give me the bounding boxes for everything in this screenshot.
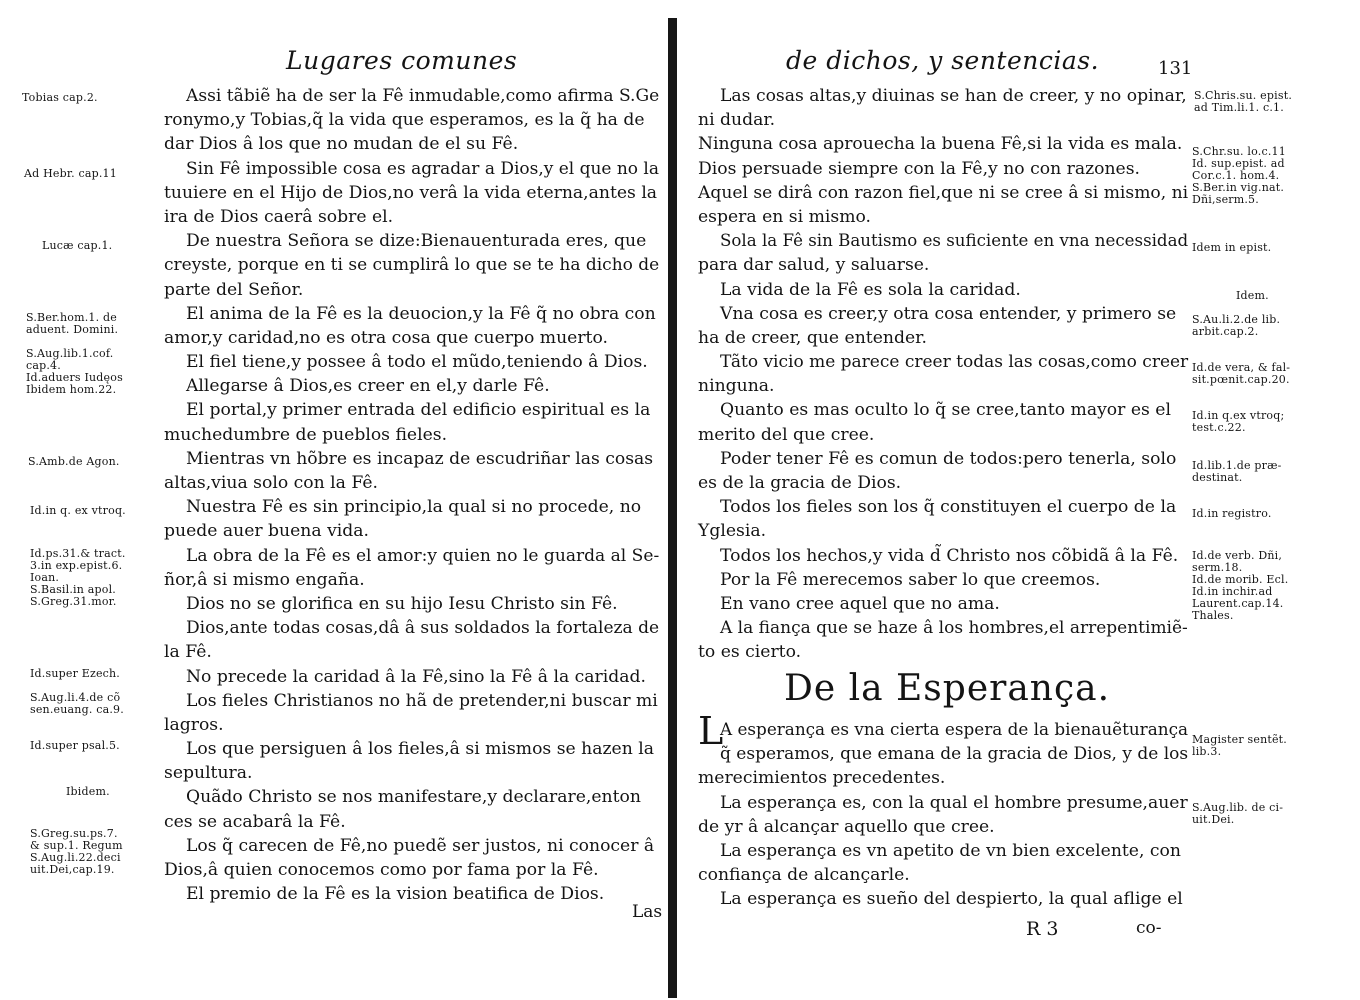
margin-note-line: Tobias cap.2. xyxy=(22,91,98,104)
text-line: Aquel se dirâ con razon fiel,que ni se cree â si mismo, ni xyxy=(698,182,1189,203)
text-line: Vna cosa es creer,y otra cosa entender, y primero se xyxy=(720,303,1177,324)
text-line: amor,y caridad,no es otra cosa que cuerpo muerto. xyxy=(164,327,608,348)
text-line: Ninguna cosa aprouecha la buena Fê,si la vida es mala. xyxy=(698,134,1183,155)
text-line: merito del que cree. xyxy=(698,424,875,445)
margin-note-line: 3.in exp.epist.6. xyxy=(30,559,123,572)
margin-note-line: Ad Hebr. cap.11 xyxy=(24,167,117,180)
margin-note-line: Idem in epist. xyxy=(1192,241,1272,254)
margin-note-line: S.Amb.de Agon. xyxy=(28,455,120,468)
margin-note-line: S.Ber.in vig.nat. xyxy=(1192,181,1285,194)
margin-note-line: Id.in inchir.ad xyxy=(1192,585,1273,598)
text-line: Sola la Fê sin Bautismo es suficiente en vna necessidad xyxy=(720,231,1189,252)
margin-note-line: S.Aug.li.4.de cõ xyxy=(30,691,121,704)
text-line: Quãdo Christo se nos manifestare,y declarare,enton xyxy=(186,787,641,808)
text-line: Poder tener Fê es comun de todos:pero tenerla, solo xyxy=(720,448,1177,469)
margin-note xyxy=(30,548,126,608)
text-line: El anima de la Fê es la deuocion,y la Fê q̃ no obra con xyxy=(186,303,656,324)
text-line: ñor,â si mismo engaña. xyxy=(164,569,365,590)
margin-note-line: Dñi,serm.5. xyxy=(1192,193,1259,206)
text-line: ira de Dios caerâ sobre el. xyxy=(164,206,394,227)
text-line: ces se acabarâ la Fê. xyxy=(164,811,346,832)
right-catchword: co- xyxy=(1136,918,1162,938)
text-line: Dios no se glorifica en su hijo Iesu Christo sin Fê. xyxy=(186,593,618,614)
text-line: Nuestra Fê es sin principio,la qual si no procede, no xyxy=(186,497,642,518)
right-page xyxy=(680,0,1360,1000)
margin-note xyxy=(30,740,120,752)
margin-note xyxy=(1192,734,1287,758)
margin-note-line: Id.in registro. xyxy=(1192,507,1272,520)
margin-note-line: Id.de morib. Ecl. xyxy=(1192,573,1289,586)
drop-cap: L xyxy=(698,709,724,753)
text-line: puede auer buena vida. xyxy=(164,521,369,542)
margin-note-line: S.Basil.in apol. xyxy=(30,583,116,596)
margin-note-line: Lucæ cap.1. xyxy=(42,239,113,252)
text-line: Dios persuade siempre con la Fê,y no con razones. xyxy=(698,158,1140,179)
text-line: q̃ esperamos, que emana de la gracia de Dios, y de los xyxy=(720,744,1189,765)
left-body-text xyxy=(164,84,665,906)
text-line: ronymo,y Tobias,q̃ la vida que esperamos, es la q̃ ha de xyxy=(164,110,645,131)
left-running-header: Lugares comunes xyxy=(286,46,518,75)
margin-note-line: Idem. xyxy=(1236,289,1269,302)
margin-note-line: Id.ps.31.& tract. xyxy=(30,547,126,560)
text-line: de yr â alcançar aquello que cree. xyxy=(698,816,995,837)
margin-note xyxy=(24,168,117,180)
text-line: Allegarse â Dios,es creer en el,y darle Fê. xyxy=(186,376,550,397)
margin-note xyxy=(66,786,110,798)
margin-note-line: Id.super psal.5. xyxy=(30,739,120,752)
text-line: El premio de la Fê es la vision beatifica de Dios. xyxy=(186,884,605,905)
text-line: A la fiança que se haze â los hombres,el arrepentimiẽ- xyxy=(720,618,1188,639)
margin-note-line: Id.aduers Iudęos xyxy=(26,371,123,384)
margin-note xyxy=(1192,242,1271,254)
page-number: 131 xyxy=(1158,58,1193,79)
margin-note-line: S.Aug.lib. de ci- xyxy=(1192,801,1284,814)
text-line: ninguna. xyxy=(698,376,775,397)
margin-note xyxy=(1236,290,1269,302)
margin-note xyxy=(1192,550,1288,622)
text-line: ha de creer, que entender. xyxy=(698,327,927,348)
text-line: Sin Fê impossible cosa es agradar a Dios,y el que no la xyxy=(186,158,659,179)
right-body-text xyxy=(698,84,1204,665)
text-line: Por la Fê merecemos saber lo que creemos. xyxy=(720,569,1101,590)
margin-note-line: destinat. xyxy=(1192,471,1243,484)
text-line: merecimientos precedentes. xyxy=(698,768,946,789)
section-title: De la Esperança. xyxy=(784,668,1111,709)
margin-note xyxy=(1192,314,1280,338)
margin-note-line: sit.pœnit.cap.20. xyxy=(1192,373,1290,386)
margin-note-line: Id.super Ezech. xyxy=(30,667,120,680)
text-line: Quanto es mas oculto lo q̃ se cree,tanto mayor es el xyxy=(720,400,1171,421)
margin-note-line: Cor.c.1. hom.4. xyxy=(1192,169,1280,182)
text-line: El portal,y primer entrada del edificio espiritual es la xyxy=(186,400,651,421)
text-line: De nuestra Señora se dize:Bienauenturada eres, que xyxy=(186,231,647,252)
text-line: En vano cree aquel que no ama. xyxy=(720,593,1000,614)
text-line: creyste, porque en ti se cumplirâ lo que se te ha dicho de xyxy=(164,255,660,276)
margin-note-line: serm.18. xyxy=(1192,561,1243,574)
text-line: Mientras vn hõbre es incapaz de escudriñar las cosas xyxy=(186,448,654,469)
margin-note xyxy=(1192,146,1286,206)
text-line: Los que persiguen â los fieles,â si mismos se hazen la xyxy=(186,739,654,760)
text-line: La obra de la Fê es el amor:y quien no le guarda al Se- xyxy=(186,545,660,566)
margin-note-line: Ibidem hom.22. xyxy=(26,383,117,396)
margin-note xyxy=(26,348,123,396)
text-line: El fiel tiene,y possee â todo el mũdo,teniendo â Dios. xyxy=(186,352,648,373)
text-line: sepultura. xyxy=(164,763,253,784)
margin-note-line: sen.euang. ca.9. xyxy=(30,703,124,716)
margin-note xyxy=(42,240,112,252)
margin-note-line: Magister sentẽt. xyxy=(1192,733,1287,746)
text-line: A esperança es vna cierta espera de la bienauẽturança xyxy=(720,720,1189,740)
margin-note-line: S.Chr.su. lo.c.11 xyxy=(1192,145,1286,158)
text-line: Assi tãbiẽ ha de ser la Fê inmudable,como afirma S.Ge xyxy=(186,86,660,106)
text-line: para dar salud, y saluarse. xyxy=(698,255,930,276)
text-line: parte del Señor. xyxy=(164,279,304,300)
right-body-text-esperanza xyxy=(698,718,1199,912)
margin-note xyxy=(30,828,123,876)
margin-note-line: S.Au.li.2.de lib. xyxy=(1192,313,1281,326)
text-line: Dios,ante todas cosas,dâ â sus soldados la fortaleza de xyxy=(186,618,660,639)
margin-note xyxy=(1192,802,1283,826)
text-line: Dios,â quien conocemos como por fama por la Fê. xyxy=(164,860,599,880)
margin-note-line: Id.in q.ex vtroq; xyxy=(1192,409,1285,422)
margin-note-line: Ibidem. xyxy=(66,785,110,798)
margin-note-line: Id.de vera, & fal- xyxy=(1192,361,1291,374)
text-line: tuuiere en el Hijo de Dios,no verâ la vida eterna,antes la xyxy=(164,182,658,203)
margin-note-line: Laurent.cap.14. xyxy=(1192,597,1284,610)
margin-note-line: S.Ber.hom.1. de xyxy=(26,311,117,324)
margin-note-line: lib.3. xyxy=(1192,745,1222,758)
margin-note-line: arbit.cap.2. xyxy=(1192,325,1259,338)
book-gutter xyxy=(668,18,677,998)
text-line: dar Dios â los que no mudan de el su Fê. xyxy=(164,134,519,155)
margin-note-line: test.c.22. xyxy=(1192,421,1246,434)
margin-note-line: S.Greg.31.mor. xyxy=(30,595,117,608)
text-line: La esperança es, con la qual el hombre presume,auer xyxy=(720,792,1188,813)
text-line: Las cosas altas,y diuinas se han de creer, y no opinar, xyxy=(720,86,1187,106)
margin-note xyxy=(1192,460,1282,484)
margin-note-line: Ioan. xyxy=(30,571,60,584)
text-line: La esperança es vn apetito de vn bien excelente, con xyxy=(720,840,1181,861)
margin-note-line: S.Chris.su. epist. xyxy=(1194,89,1293,102)
margin-note xyxy=(1192,508,1272,520)
margin-note-line: Id.in q. ex vtroq. xyxy=(30,504,126,517)
margin-note-line: Id. sup.epist. ad xyxy=(1192,157,1285,170)
text-line: No precede la caridad â la Fê,sino la Fê â la caridad. xyxy=(186,666,646,687)
margin-note xyxy=(26,312,118,336)
margin-note-line: uit.Dei,cap.19. xyxy=(30,863,115,876)
text-line: Yglesia. xyxy=(698,521,767,542)
text-line: Tãto vicio me parece creer todas las cosas,como creer xyxy=(720,352,1189,373)
margin-note-line: Id.de verb. Dñi, xyxy=(1192,549,1283,562)
signature-mark: R 3 xyxy=(1026,918,1059,940)
margin-note xyxy=(1192,362,1290,386)
margin-note-line: S.Aug.lib.1.cof. xyxy=(26,347,114,360)
margin-note xyxy=(30,692,124,716)
text-line: Los q̃ carecen de Fê,no puedẽ ser justos, ni conocer â xyxy=(186,835,655,856)
text-line: altas,viua solo con la Fê. xyxy=(164,473,378,493)
margin-note-line: Thales. xyxy=(1192,609,1234,622)
text-line: confiança de alcançarle. xyxy=(698,865,910,886)
margin-note-line: cap.4. xyxy=(26,359,61,372)
margin-note xyxy=(22,92,98,104)
margin-note-line: Id.lib.1.de præ- xyxy=(1192,459,1282,472)
text-line: Todos los hechos,y vida d̃ Christo nos cõbidã â la Fê. xyxy=(720,545,1179,566)
margin-note xyxy=(30,668,120,680)
margin-note xyxy=(30,505,126,517)
margin-note-line: S.Greg.su.ps.7. xyxy=(30,827,118,840)
text-line: es de la gracia de Dios. xyxy=(698,473,902,493)
text-line: la Fê. xyxy=(164,642,212,663)
margin-note xyxy=(28,456,120,468)
text-line: lagros. xyxy=(164,714,224,735)
margin-note-line: S.Aug.li.22.deci xyxy=(30,851,121,864)
left-page xyxy=(0,0,665,1000)
text-line: ni dudar. xyxy=(698,110,776,131)
text-line: muchedumbre de pueblos fieles. xyxy=(164,424,448,445)
margin-note-line: aduent. Domini. xyxy=(26,323,119,336)
text-line: La esperança es sueño del despierto, la qual aflige el xyxy=(720,889,1183,910)
margin-note xyxy=(1192,410,1284,434)
left-catchword: Las xyxy=(632,902,663,922)
text-line: espera en si mismo. xyxy=(698,206,871,227)
text-line: to es cierto. xyxy=(698,642,802,663)
margin-note-line: ad Tim.li.1. c.1. xyxy=(1194,101,1284,114)
margin-note-line: & sup.1. Regum xyxy=(30,839,123,852)
text-line: Todos los fieles son los q̃ constituyen el cuerpo de la xyxy=(720,497,1177,518)
text-line: La vida de la Fê es sola la caridad. xyxy=(720,279,1021,300)
text-line: Los fieles Christianos no hã de pretender,ni buscar mi xyxy=(186,690,658,711)
margin-note xyxy=(1194,90,1292,114)
right-running-header: de dichos, y sentencias. xyxy=(786,46,1100,75)
margin-note-line: uit.Dei. xyxy=(1192,813,1235,826)
